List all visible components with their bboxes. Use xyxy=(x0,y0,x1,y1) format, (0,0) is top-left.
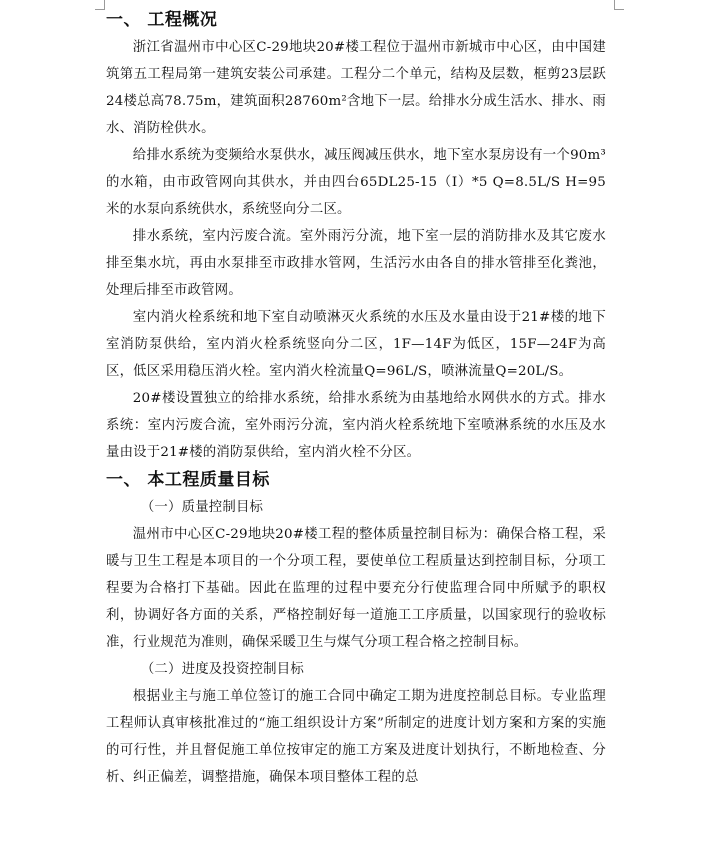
page-corner-mark-left xyxy=(95,0,105,10)
section-heading-overview: 一、 工程概况 xyxy=(106,10,218,30)
section-heading-quality-goals: 一、 本工程质量目标 xyxy=(106,470,270,490)
overview-paragraph: 给排水系统为变频给水泵供水，减压阀减压供水，地下室水泵房设有一个90m³的水箱，由市政管网向其供水，并由四台65DL25-15（I）*5 Q=8.5L/S H=95米的水泵向系统供水，系统竖向分二区。 xyxy=(106,148,606,217)
schedule-cost-paragraph: 根据业主与施工单位签订的施工合同中确定工期为进度控制总目标。专业监理工程师认真审核批准过的“施工组织设计方案”所制定的进度计划方案和方案的实施的可行性，并且督促施工单位按审定的施工方案及进度计划执行，不断地检查、分析、纠正偏差，调整措施，确保本项目整体工程的总 xyxy=(106,689,606,785)
page-corner-mark-right xyxy=(614,0,624,10)
overview-paragraph: 室内消火栓系统和地下室自动喷淋灭火系统的水压及水量由设于21#楼的地下室消防泵供给，室内消火栓系统竖向分二区，1F—14F为低区，15F—24F为高区，低区采用稳压消火栓。室内消火栓流量Q=96L/S，喷淋流量Q=20L/S。 xyxy=(106,310,606,379)
overview-paragraph: 排水系统，室内污废合流。室外雨污分流，地下室一层的消防排水及其它废水排至集水坑，再由水泵排至市政排水管网，生活污水由各自的排水管排至化粪池，处理后排至市政管网。 xyxy=(106,229,606,298)
subsection-title-quality-control: （一）质量控制目标 xyxy=(140,500,264,515)
overview-paragraph: 浙江省温州市中心区C-29地块20#楼工程位于温州市新城市中心区，由中国建筑第五工程局第一建筑安装公司承建。工程分二个单元，结构及层数，框剪23层跃24楼总高78.75m，建筑面积28760m²含地下一层。给排水分成生活水、排水、雨水、消防栓供水。 xyxy=(106,40,606,136)
overview-paragraph: 20#楼设置独立的给排水系统，给排水系统为由基地给水网供水的方式。排水系统：室内污废合流，室外雨污分流，室内消火栓系统地下室喷淋系统的水压及水量由设于21#楼的消防泵供给，室内消火栓不分区。 xyxy=(106,391,606,460)
document-body xyxy=(106,6,606,791)
quality-control-paragraph: 温州市中心区C-29地块20#楼工程的整体质量控制目标为：确保合格工程，采暖与卫生工程是本项目的一个分项工程，要使单位工程质量达到控制目标，分项工程要为合格打下基础。因此在监理的过程中要充分行使监理合同中所赋予的职权利，协调好各方面的关系，严格控制好每一道施工工序质量，以国家现行的验收标准，行业规范为准则，确保采暖卫生与煤气分项工程合格之控制目标。 xyxy=(106,527,606,650)
subsection-title-schedule-cost: （二）进度及投资控制目标 xyxy=(140,662,304,677)
